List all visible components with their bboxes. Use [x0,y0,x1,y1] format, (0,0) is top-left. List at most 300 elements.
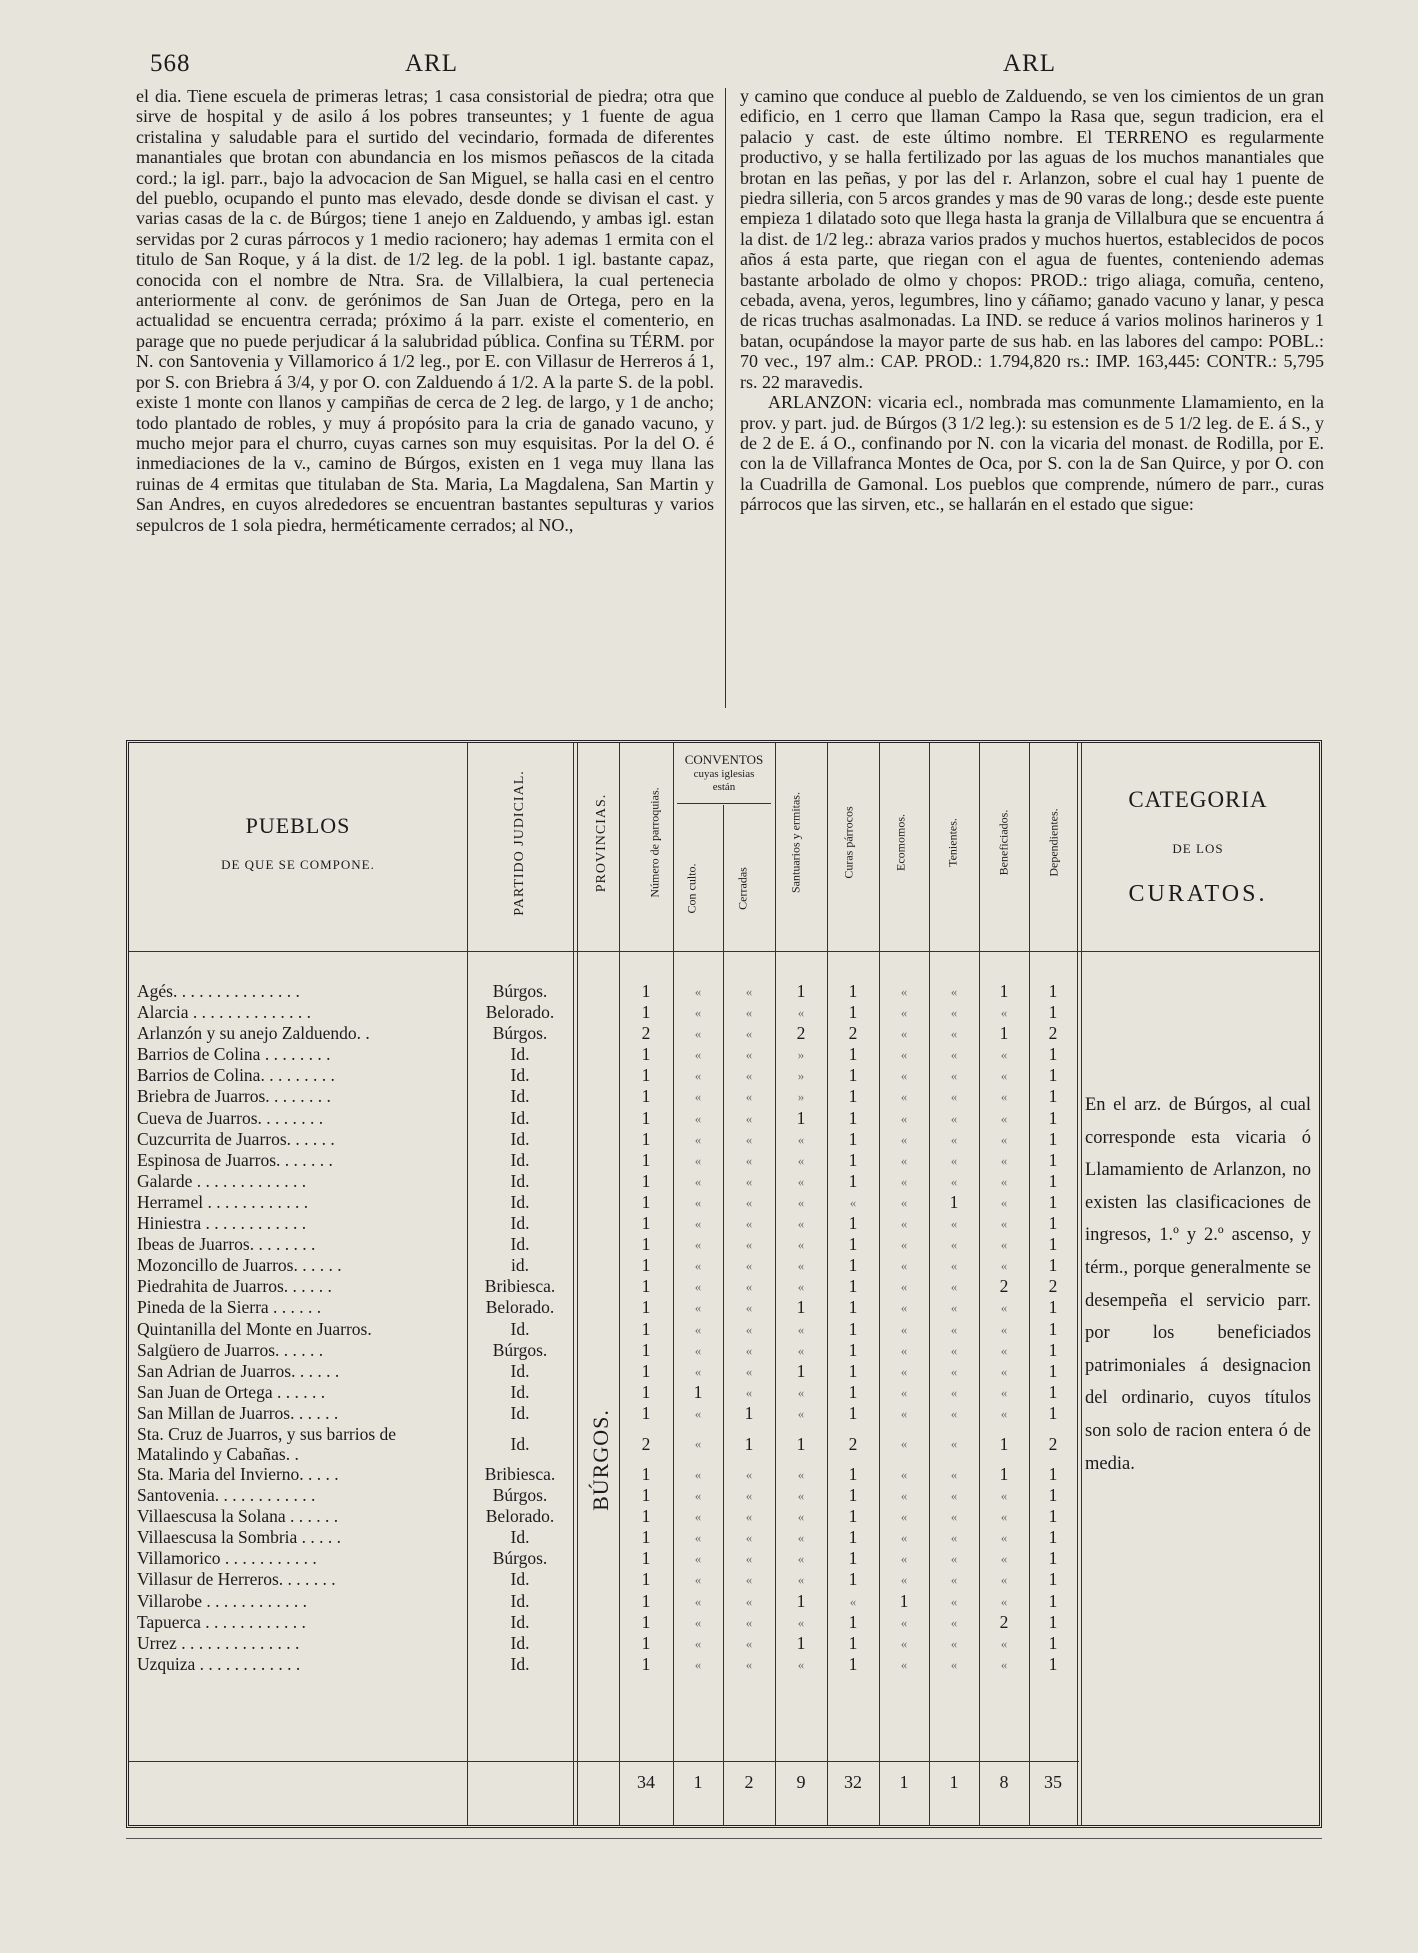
value-cell: 1 [641,1527,651,1548]
table-row [129,1023,1079,1044]
value-cell: « [745,1488,753,1504]
total-cell: 9 [796,1772,806,1792]
pueblo-name: Agés. . . . . . . . . . . . . . . [137,981,300,1001]
value-cell: « [745,1551,753,1567]
value-cell: « [950,1593,958,1609]
value-cell: 1 [641,1632,651,1653]
pueblo-name: Villamorico . . . . . . . . . . . [137,1548,317,1569]
value-cell: « [694,1194,702,1210]
header-santuarios: Santuarios y ermitas. [788,792,803,893]
value-cell: « [694,1466,702,1482]
value-cell: 1 [641,1463,651,1484]
pueblo-name: Sta. Cruz de Juarros, y sus barrios de Matalindo y Cabañas. . [137,1423,397,1464]
value-cell: 1 [848,1002,858,1023]
value-cell: « [797,1530,805,1546]
page-number: 568 [150,50,191,77]
value-cell: 1 [1048,1318,1058,1339]
value-cell: « [950,1047,958,1063]
value-cell: « [900,1047,908,1063]
value-cell: « [694,1237,702,1253]
value-cell: « [1000,1530,1008,1546]
value-cell: « [950,1363,958,1379]
table-row [129,1276,1079,1297]
value-cell: 1 [693,1381,703,1402]
value-cell: « [950,1321,958,1337]
value-cell: 1 [641,1653,651,1674]
value-cell: 1 [1048,1065,1058,1086]
value-cell: « [797,1321,805,1337]
value-cell: « [1000,1152,1008,1168]
total-cell: 8 [999,1772,1009,1792]
value-cell: 1 [848,981,858,1001]
value-cell: 1 [1048,1653,1058,1674]
value-cell: « [1000,1110,1008,1126]
value-cell: « [694,1363,702,1379]
partido-cell: Búrgos. [492,1485,548,1506]
value-cell: « [797,1194,805,1210]
partido-cell: Belorado. [485,1297,555,1318]
table-row [129,1044,1079,1065]
value-cell: « [1000,1363,1008,1379]
pueblo-name: Barrios de Colina . . . . . . . . [137,1044,331,1065]
value-cell: 1 [848,1548,858,1569]
partido-cell: Id. [510,1653,530,1674]
value-cell: 1 [1048,1590,1058,1611]
value-cell: « [694,1026,702,1042]
value-cell: « [745,1152,753,1168]
value-cell: « [694,1089,702,1105]
partido-cell: Id. [510,1234,530,1255]
totals-row [129,1761,1079,1802]
value-cell: « [950,1435,958,1451]
value-cell: 1 [796,1590,806,1611]
value-cell: « [797,1551,805,1567]
value-cell: « [694,1551,702,1567]
total-cell: 1 [693,1772,703,1792]
pueblo-name: Mozoncillo de Juarros. . . . . . [137,1255,342,1276]
value-cell: « [745,1026,753,1042]
value-cell: 1 [848,1632,858,1653]
table-row [129,1065,1079,1086]
value-cell: « [900,1279,908,1295]
value-cell: » [797,1047,805,1063]
value-cell: « [694,1068,702,1084]
value-cell: 1 [1048,1506,1058,1527]
value-cell: « [950,1530,958,1546]
value-cell: 1 [641,1234,651,1255]
value-cell: 1 [848,1213,858,1234]
value-cell: 1 [848,1485,858,1506]
header-cerradas: Cerradas [735,867,750,910]
value-cell: « [849,1194,857,1210]
value-cell: 1 [848,1653,858,1674]
pueblo-name: San Millan de Juarros. . . . . . [137,1402,339,1423]
value-cell: 1 [848,1170,858,1191]
value-cell: « [745,1635,753,1651]
value-cell: 1 [641,1506,651,1527]
value-cell: « [1000,1342,1008,1358]
table-row [129,1108,1079,1129]
pueblo-name: Arlanzón y su anejo Zalduendo. . [137,1023,370,1044]
value-cell: « [797,1509,805,1525]
table-row [129,981,1079,1002]
total-cell: 32 [844,1772,862,1792]
value-cell: « [797,1656,805,1672]
pueblo-name: Sta. Maria del Invierno. . . . . [137,1463,339,1484]
partido-cell: Id. [510,1128,530,1149]
table-row [129,1234,1079,1255]
value-cell: 1 [641,1402,651,1423]
table-row [129,1171,1079,1192]
value-cell: « [900,1405,908,1421]
value-cell: 1 [848,1234,858,1255]
value-cell: « [900,1614,908,1630]
table-row [129,1569,1079,1590]
value-cell: « [950,1068,958,1084]
pueblo-name: Villasur de Herreros. . . . . . . [137,1569,336,1590]
value-cell: 1 [1048,1170,1058,1191]
value-cell: « [950,1635,958,1651]
categoria-note: En el arz. de Búrgos, al cual corresponde esta vicaria ó Llamamiento de Arlanzon, no existen las clasificaciones de ingresos, 1.º y 2.º ascenso, y térm., porque generalmente se desempeña el servicio parr. por los beneficiados patrimoniales á designacion del ordinario, cuyos títulos son solo de racion entera ó de media. [1085,1095,1311,1474]
pueblo-name: Santovenia. . . . . . . . . . . . [137,1485,316,1506]
value-cell: « [900,1488,908,1504]
value-cell: « [950,1384,958,1400]
value-cell: « [745,1384,753,1400]
value-cell: « [1000,1488,1008,1504]
partido-cell: Id. [510,1149,530,1170]
value-cell: 1 [1048,1107,1058,1128]
value-cell: « [1000,1258,1008,1274]
provincia-text: BÚRGOS. [588,1409,613,1511]
value-cell: 1 [641,1297,651,1318]
value-cell: « [900,1237,908,1253]
value-cell: « [900,1363,908,1379]
total-cell: 35 [1044,1772,1062,1792]
value-cell: « [745,1173,753,1189]
value-cell: « [950,1173,958,1189]
running-head-left: ARL [405,50,458,77]
value-cell: « [745,1509,753,1525]
value-cell: « [950,1005,958,1021]
value-cell: « [849,1593,857,1609]
value-cell: 1 [641,1318,651,1339]
value-cell: « [745,1194,753,1210]
value-cell: « [900,1530,908,1546]
pueblo-name: Hiniestra . . . . . . . . . . . . [137,1213,307,1234]
paragraph: ARLANZON: vicaria ecl., nombrada mas comunmente Llamamiento, en la prov. y part. jud. de Búrgos (3 1/2 leg.): su estension es de 5 1/2 leg. de E. á S., y de 2 de E. á O., confinando por N. con la vicaria del monast. de Rodilla, por E. con la de Villafranca Montes de Oca, por S. con la de San Quirce, y por O. con la Cuadrilla de Gamonal. Los pueblos que comprende, número de parr., curas párrocos que las sirven, etc., se hallarán en el estado que sigue: [740,392,1324,515]
table-row [129,1548,1079,1569]
value-cell: 1 [641,1548,651,1569]
value-cell: « [900,1068,908,1084]
value-cell: « [1000,1656,1008,1672]
value-cell: 1 [641,1339,651,1360]
value-cell: 1 [641,1107,651,1128]
value-cell: « [694,1593,702,1609]
value-cell: 1 [1048,1128,1058,1149]
table-row [129,1213,1079,1234]
value-cell: « [1000,1089,1008,1105]
partido-cell: Belorado. [485,1506,555,1527]
value-cell: « [694,1530,702,1546]
value-cell: « [797,1173,805,1189]
partido-cell: Búrgos. [492,1548,548,1569]
header-ecomomos: Ecomomos. [893,814,908,871]
value-cell: 1 [848,1128,858,1149]
value-cell: « [694,1005,702,1021]
value-cell: « [1000,1194,1008,1210]
pueblo-name: Barrios de Colina. . . . . . . . . [137,1065,335,1086]
value-cell: 1 [796,1632,806,1653]
value-cell: 1 [848,1255,858,1276]
value-cell: « [900,1384,908,1400]
value-cell: 1 [641,1213,651,1234]
bottom-rule [126,1838,1322,1839]
value-cell: 1 [1048,1381,1058,1402]
pueblo-name: Cuzcurrita de Juarros. . . . . . [137,1128,335,1149]
total-cell: 2 [744,1772,754,1792]
pueblo-name: Cueva de Juarros. . . . . . . . [137,1107,324,1128]
value-cell: 1 [848,1065,858,1086]
value-cell: 1 [1048,1527,1058,1548]
value-cell: « [694,1405,702,1421]
value-cell: 1 [641,1170,651,1191]
value-cell: « [950,1466,958,1482]
value-cell: 1 [1048,1044,1058,1065]
value-cell: « [745,1089,753,1105]
value-cell: « [950,1237,958,1253]
value-cell: 1 [1048,1213,1058,1234]
pueblo-name: San Juan de Ortega . . . . . . [137,1381,326,1402]
value-cell: « [1000,1131,1008,1147]
value-cell: 1 [1048,1255,1058,1276]
table-row [129,1633,1079,1654]
value-cell: « [745,1656,753,1672]
value-cell: 1 [641,1611,651,1632]
value-cell: « [1000,1551,1008,1567]
value-cell: « [900,1435,908,1451]
header-beneficiados: Beneficiados. [996,809,1011,876]
header-tenientes: Tenientes. [945,818,960,867]
value-cell: 1 [848,1044,858,1065]
value-cell: 1 [999,981,1009,1001]
partido-cell: Id. [510,1065,530,1086]
value-cell: « [745,1530,753,1546]
value-cell: 1 [1048,1191,1058,1212]
partido-cell: Id. [510,1381,530,1402]
value-cell: 1 [641,1128,651,1149]
pueblo-name: Galarde . . . . . . . . . . . . . [137,1170,307,1191]
value-cell: « [900,1216,908,1232]
paragraph: el dia. Tiene escuela de primeras letras; 1 casa consistorial de piedra; otra que sirve de hospital y de asilo á los pobres transeuntes; y 1 fuente de agua cristalina y saludable para el surtido del vecindario, formada de diferentes manantiales que brotan con abundancia en los mismos peñascos de la citada cord.; la igl. parr., bajo la advocacion de San Miguel, se halla casi en el centro del pueblo, ocupando el punto mas elevado, desde donde se divisan el cast. y varias casas de la c. de Búrgos; tiene 1 anejo en Zalduendo, y ambas igl. estan servidas por 2 curas párrocos y 1 medio racionero; hay ademas 1 ermita con el titulo de San Roque, y á la dist. de 1/2 leg. de la pobl. 1 igl. bastante capaz, conocida con el nombre de Ntra. Sra. de Villalbiera, la cual pertenecia anteriormente al conv. de gerónimos de San Juan de Ortega, pero en la actualidad se encuentra cerrada; próximo á la parr. existe el comenterio, en parage que no puede perjudicar á la salubridad pública. Confina su TÉRM. por N. con Santovenia y Villamorico á 1/2 leg., por E. con Villasur de Herreros á 1, por S. con Briebra á 3/4, y por O. con Zalduendo á 1/2. A la parte S. de la pobl. existe 1 monte con llanos y campiñas de cerca de 2 leg. de largo, y 1 de ancho; todo plantado de robles, y muy á propósito para la cria de ganado vacuno, y mucho mejor para el churro, cuyas carnes son muy esquisitas. Por la del O. é inmediaciones de la v., camino de Búrgos, existen en 1 vega muy llana las ruinas de 4 ermitas que titulaban de Sta. Maria, La Magdalena, San Martin y San Andres, en cuyos alrededores se encuentran bastantes sepulturas y varios sepulcros de 1 sola piedra, herméticamente cerrados; al NO., [136,86,714,535]
value-cell: « [950,1488,958,1504]
value-cell: 1 [641,1086,651,1107]
header-pueblos-sub: DE QUE SE COMPONE. [221,857,375,872]
value-cell: 1 [641,1149,651,1170]
pueblo-name: Villaescusa la Sombria . . . . . [137,1527,342,1548]
value-cell: 1 [641,1569,651,1590]
value-cell: « [694,1047,702,1063]
value-cell: 2 [641,1023,651,1044]
value-cell: 1 [999,1023,1009,1044]
value-cell: « [900,1258,908,1274]
value-cell: « [950,1614,958,1630]
value-cell: « [950,1656,958,1672]
partido-cell: Búrgos. [492,1023,548,1044]
conventos-brace [677,803,771,804]
value-cell: 1 [641,1276,651,1297]
table-row [129,1002,1079,1023]
value-cell: « [950,1300,958,1316]
value-cell: « [694,1279,702,1295]
value-cell: 1 [1048,1149,1058,1170]
pueblo-name: Espinosa de Juarros. . . . . . . [137,1149,333,1170]
value-cell: 1 [848,1463,858,1484]
value-cell: 1 [1048,1360,1058,1381]
value-cell: 1 [796,1433,806,1454]
value-cell: « [745,1068,753,1084]
value-cell: « [950,1131,958,1147]
value-cell: « [950,1279,958,1295]
value-cell: « [950,1089,958,1105]
value-cell: 1 [744,1433,754,1454]
value-cell: « [900,1173,908,1189]
value-cell: « [900,1300,908,1316]
value-cell: 2 [1048,1276,1058,1297]
pueblo-name: Villaescusa la Solana . . . . . . [137,1506,339,1527]
partido-cell: Id. [510,1611,530,1632]
value-cell: « [745,1466,753,1482]
value-cell: « [694,1152,702,1168]
value-cell: « [745,1216,753,1232]
value-cell: » [797,1068,805,1084]
pueblo-name: Ibeas de Juarros. . . . . . . . [137,1234,316,1255]
pueblo-name: Quintanilla del Monte en Juarros. [137,1318,372,1339]
value-cell: « [900,1152,908,1168]
value-cell: « [900,984,908,999]
header-categoria-sub: DE LOS [1172,841,1224,856]
table-row [129,1319,1079,1340]
value-cell: « [900,1110,908,1126]
value-cell: 1 [848,1276,858,1297]
value-cell: 1 [848,1527,858,1548]
value-cell: « [797,1614,805,1630]
value-cell: « [1000,1572,1008,1588]
value-cell: « [694,1572,702,1588]
partido-cell: Bribiesca. [484,1463,556,1484]
value-cell: « [950,1110,958,1126]
value-cell: « [694,1509,702,1525]
value-cell: « [694,1216,702,1232]
pueblo-name: Salgüero de Juarros. . . . . . [137,1339,324,1360]
table-row [129,1297,1079,1318]
partido-cell: Id. [510,1590,530,1611]
pueblo-name: Briebra de Juarros. . . . . . . . [137,1086,331,1107]
value-cell: « [745,1363,753,1379]
value-cell: « [1000,1593,1008,1609]
column-divider [725,88,726,708]
table-row [129,1192,1079,1213]
header-num-parroquias: Número de parroquias. [647,787,662,898]
value-cell: « [950,984,958,999]
value-cell: « [694,984,702,999]
pueblo-name: San Adrian de Juarros. . . . . . [137,1360,340,1381]
value-cell: « [797,1131,805,1147]
value-cell: « [1000,1635,1008,1651]
value-cell: 2 [848,1433,858,1454]
value-cell: 1 [1048,1234,1058,1255]
header-pueblos: PUEBLOS [245,813,351,838]
value-cell: « [745,1110,753,1126]
table-row [129,1255,1079,1276]
conventos-label: CONVENTOS [684,752,764,767]
table-row [129,1527,1079,1548]
pueblo-name: Herramel . . . . . . . . . . . . [137,1191,309,1212]
value-cell: 1 [1048,1463,1058,1484]
partido-cell: Id. [510,1213,530,1234]
value-cell: 1 [1048,1569,1058,1590]
value-cell: « [694,1614,702,1630]
header-dependientes: Dependientes. [1046,808,1061,877]
table-row [129,1591,1079,1612]
value-cell: « [950,1216,958,1232]
value-cell: 1 [1048,981,1058,1001]
value-cell: « [694,1635,702,1651]
value-cell: « [745,984,753,999]
value-cell: 1 [796,1360,806,1381]
value-cell: 1 [899,1590,909,1611]
value-cell: 1 [641,1065,651,1086]
header-categoria: CATEGORIA [1128,787,1268,812]
table-row [129,1150,1079,1171]
value-cell: « [797,1152,805,1168]
value-cell: 1 [848,1360,858,1381]
header-partido: PARTIDO JUDICIAL. [512,770,527,916]
pueblo-name: Urrez . . . . . . . . . . . . . . [137,1632,300,1653]
value-cell: « [950,1258,958,1274]
header-provincias: PROVINCIAS. [594,793,609,893]
pueblo-name: Tapuerca . . . . . . . . . . . . [137,1611,306,1632]
value-cell: « [745,1342,753,1358]
value-cell: « [694,1435,702,1451]
value-cell: « [900,1656,908,1672]
value-cell: « [745,1614,753,1630]
value-cell: 1 [1048,1632,1058,1653]
value-cell: « [1000,1509,1008,1525]
value-cell: 1 [848,1381,858,1402]
value-cell: « [694,1656,702,1672]
value-cell: « [694,1342,702,1358]
pueblo-name: Pineda de la Sierra . . . . . . [137,1297,322,1318]
partido-cell: Id. [510,1086,530,1107]
value-cell: 1 [848,1611,858,1632]
value-cell: « [797,1258,805,1274]
left-text-column [136,86,714,535]
value-cell: 1 [641,1255,651,1276]
value-cell: 1 [848,1569,858,1590]
value-cell: « [694,1321,702,1337]
value-cell: « [1000,1405,1008,1421]
value-cell: 1 [641,981,651,1001]
total-cell: 1 [949,1772,959,1792]
value-cell: « [745,1005,753,1021]
partido-cell: Búrgos. [492,1339,548,1360]
partido-cell: Id. [510,1107,530,1128]
value-cell: 1 [999,1463,1009,1484]
value-cell: « [797,1342,805,1358]
value-cell: « [900,1089,908,1105]
value-cell: 2 [999,1611,1009,1632]
table-row [129,1129,1079,1150]
